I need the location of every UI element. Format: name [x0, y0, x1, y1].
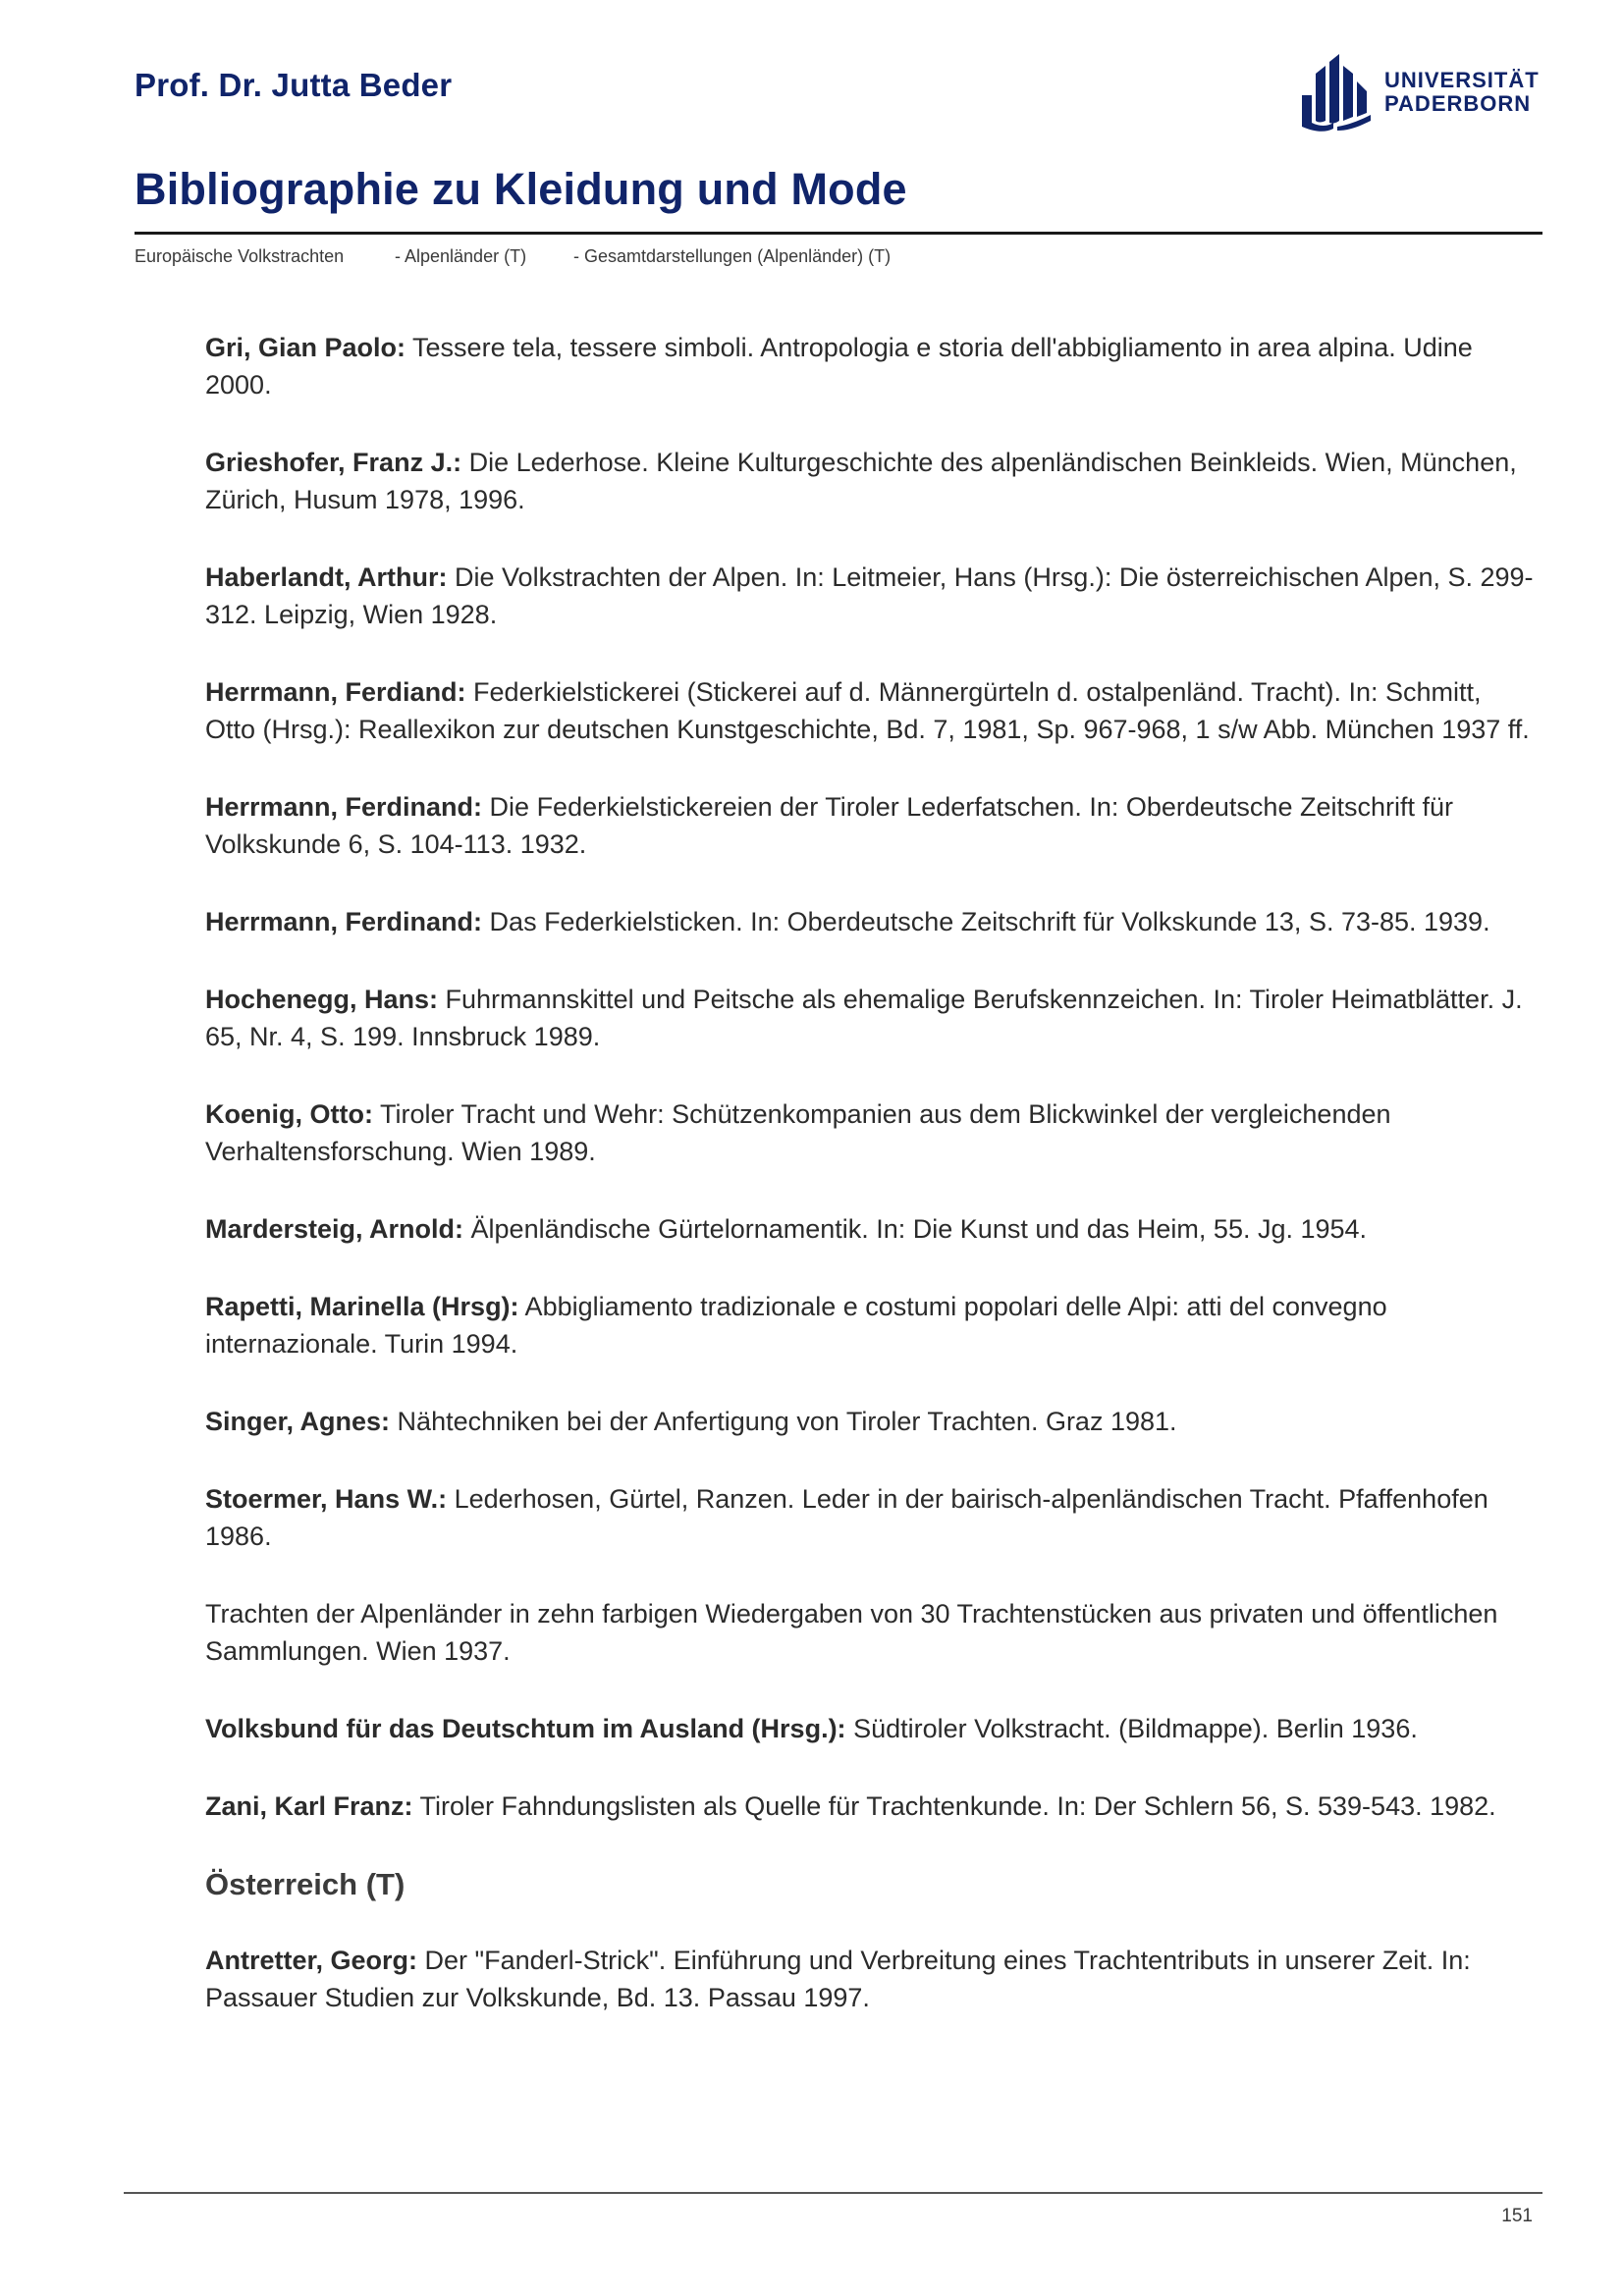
entry-text: Federkielstickerei (Stickerei auf d. Männergürteln d. ostalpenländ. Tracht). In: Schmitt, Otto (Hrsg.): Reallexikon zur deutschen Kunstgeschichte, Bd. 7, 1981, Sp. 967-968, 1 s/w Abb. München 1937 ff.	[205, 677, 1530, 744]
bibliography-entry	[205, 1788, 1536, 1825]
entry-text: Lederhosen, Gürtel, Ranzen. Leder in der bairisch-alpenländischen Tracht. Pfaffenhofen 1986.	[205, 1484, 1488, 1551]
title-divider	[135, 232, 1542, 235]
entry-text: Die Volkstrachten der Alpen. In: Leitmeier, Hans (Hrsg.): Die österreichischen Alpen, S. 299-312. Leipzig, Wien 1928.	[205, 562, 1534, 629]
entry-text: Das Federkielsticken. In: Oberdeutsche Zeitschrift für Volkskunde 13, S. 73-85. 1939.	[482, 907, 1490, 936]
bibliography-entry	[205, 903, 1536, 940]
entry-text: Südtiroler Volkstracht. (Bildmappe). Berlin 1936.	[845, 1714, 1418, 1743]
bibliography-entry	[205, 1942, 1536, 2016]
entry-text: Der "Fanderl-Strick". Einführung und Verbreitung eines Trachtentributs in unserer Zeit. In: Passauer Studien zur Volkskunde, Bd. 13. Passau 1997.	[205, 1946, 1471, 2012]
entry-text: Tessere tela, tessere simboli. Antropologia e storia dell'abbigliamento in area alpina. Udine 2000.	[205, 333, 1473, 400]
entry-text: Tiroler Fahndungslisten als Quelle für Trachtenkunde. In: Der Schlern 56, S. 539-543. 1982.	[412, 1791, 1496, 1821]
bibliography-entry	[205, 1480, 1536, 1555]
bibliography-entry	[205, 1210, 1536, 1248]
entry-author: Volksbund für das Deutschtum im Ausland (Hrsg.):	[205, 1714, 846, 1743]
bibliography-entry	[205, 559, 1536, 633]
page-title: Bibliographie zu Kleidung und Mode	[135, 164, 907, 214]
page-number: 151	[1501, 2206, 1533, 2226]
entry-text: Nähtechniken bei der Anfertigung von Tiroler Trachten. Graz 1981.	[390, 1407, 1177, 1436]
entry-author: Gri, Gian Paolo:	[205, 333, 406, 362]
bibliography-entry	[205, 444, 1536, 518]
bibliography-entry	[205, 1595, 1536, 1670]
entry-author: Mardersteig, Arnold:	[205, 1214, 464, 1244]
section-heading: Österreich (T)	[205, 1867, 406, 1901]
entry-author: Stoermer, Hans W.:	[205, 1484, 448, 1514]
breadcrumb-item: - Alpenländer (T)	[395, 246, 527, 266]
entry-author: Herrmann, Ferdinand:	[205, 907, 483, 936]
entry-author: Antretter, Georg:	[205, 1946, 418, 1975]
entry-text: Die Lederhose. Kleine Kulturgeschichte des alpenländischen Beinkleids. Wien, München, Zürich, Husum 1978, 1996.	[205, 448, 1517, 514]
entry-author: Rapetti, Marinella (Hrsg):	[205, 1292, 519, 1321]
entry-author: Hochenegg, Hans:	[205, 985, 439, 1014]
entry-text: Tiroler Tracht und Wehr: Schützenkompanien aus dem Blickwinkel der vergleichenden Verhaltensforschung. Wien 1989.	[205, 1099, 1391, 1166]
entry-author: Singer, Agnes:	[205, 1407, 391, 1436]
logo-wordmark	[1384, 69, 1540, 116]
entry-author: Herrmann, Ferdinand:	[205, 792, 483, 822]
bibliography-entry	[205, 329, 1536, 403]
entry-text: Älpenländische Gürtelornamentik. In: Die Kunst und das Heim, 55. Jg. 1954.	[463, 1214, 1368, 1244]
bibliography-entry	[205, 788, 1536, 863]
logo-line-1: UNIVERSITÄT	[1384, 68, 1540, 92]
breadcrumb-item: Europäische Volkstrachten	[135, 246, 345, 266]
bibliography-list	[205, 329, 1536, 2056]
entry-author: Herrmann, Ferdiand:	[205, 677, 466, 707]
entry-text: Die Federkielstickereien der Tiroler Lederfatschen. In: Oberdeutsche Zeitschrift für Volkskunde 6, S. 104-113. 1932.	[205, 792, 1453, 859]
bibliography-entry	[205, 1095, 1536, 1170]
bibliography-entry	[205, 1403, 1536, 1440]
entry-text: Abbigliamento tradizionale e costumi popolari delle Alpi: atti del convegno internazionale. Turin 1994.	[205, 1292, 1387, 1359]
logo-line-2: PADERBORN	[1384, 91, 1532, 116]
author-name: Prof. Dr. Jutta Beder	[135, 67, 453, 103]
university-paderborn-logo-icon	[1298, 52, 1377, 133]
entry-text: Trachten der Alpenländer in zehn farbigen Wiedergaben von 30 Trachtenstücken aus privaten und öffentlichen Sammlungen. Wien 1937.	[205, 1599, 1498, 1666]
university-logo	[1298, 51, 1540, 133]
bibliography-entry	[205, 1710, 1536, 1747]
entry-author: Haberlandt, Arthur:	[205, 562, 448, 592]
entry-author: Koenig, Otto:	[205, 1099, 373, 1129]
breadcrumb-item: - Gesamtdarstellungen (Alpenländer) (T)	[573, 246, 892, 266]
entry-author: Grieshofer, Franz J.:	[205, 448, 462, 477]
bibliography-entry	[205, 981, 1536, 1055]
bibliography-entry	[205, 1288, 1536, 1362]
footer-divider	[124, 2192, 1542, 2194]
entry-text: Fuhrmannskittel und Peitsche als ehemalige Berufskennzeichen. In: Tiroler Heimatblätter. J. 65, Nr. 4, S. 199. Innsbruck 1989.	[205, 985, 1523, 1051]
breadcrumb	[135, 246, 891, 267]
entry-author: Zani, Karl Franz:	[205, 1791, 413, 1821]
bibliography-entry	[205, 673, 1536, 748]
